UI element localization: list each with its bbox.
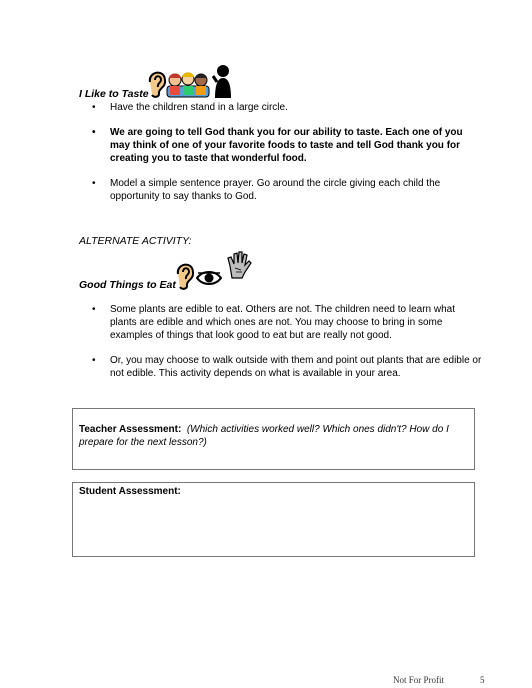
bullet-icon: •	[92, 102, 96, 113]
good-things-bullet-list	[92, 303, 482, 380]
bullet-icon: •	[92, 355, 96, 366]
teacher-assessment-text	[79, 423, 471, 449]
alternate-activity-label: ALTERNATE ACTIVITY:	[79, 235, 192, 247]
teacher-assessment-label: Teacher Assessment:	[79, 424, 182, 435]
list-item: • Some plants are edible to eat. Others are not. The children need to learn what plants are edible and which ones are not. You may choose to bring in some examples of things that look good to eat but are really not good.	[92, 304, 456, 341]
praying-child-icon	[212, 64, 234, 98]
bullet-icon: •	[92, 127, 96, 138]
list-item: • Model a simple sentence prayer. Go around the circle giving each child the opportunity to say thanks to God.	[92, 178, 441, 202]
ear-icon	[146, 68, 168, 98]
student-assessment-label: Student Assessment:	[79, 486, 181, 497]
section-heading-good-things: Good Things to Eat	[79, 279, 176, 291]
section-heading-taste: I Like to Taste	[79, 88, 149, 100]
bullet-icon: •	[92, 178, 96, 189]
hand-icon	[226, 250, 252, 280]
taste-bullet-list	[92, 101, 482, 203]
list-item: • Have the children stand in a large circle.	[92, 102, 288, 113]
footer-text: Not For Profit	[393, 675, 445, 685]
eye-icon	[196, 270, 222, 286]
list-item: • Or, you may choose to walk outside with them and point out plants that are edible or not edible. This activity depends on what is available in your area.	[92, 355, 482, 379]
bullet-icon: •	[92, 304, 96, 315]
children-group-icon	[166, 70, 210, 98]
teacher-assessment-prompt: (Which activities worked well? Which ones didn't? How do I prepare for the next lesson?)	[79, 424, 449, 448]
page-number: 5	[480, 675, 485, 685]
ear-icon	[174, 260, 196, 290]
list-item: • We are going to tell God thank you for our ability to taste. Each one of you may think of one of your favorite foods to taste and tell God thank you for creating you to taste that wonderful food.	[92, 127, 463, 164]
